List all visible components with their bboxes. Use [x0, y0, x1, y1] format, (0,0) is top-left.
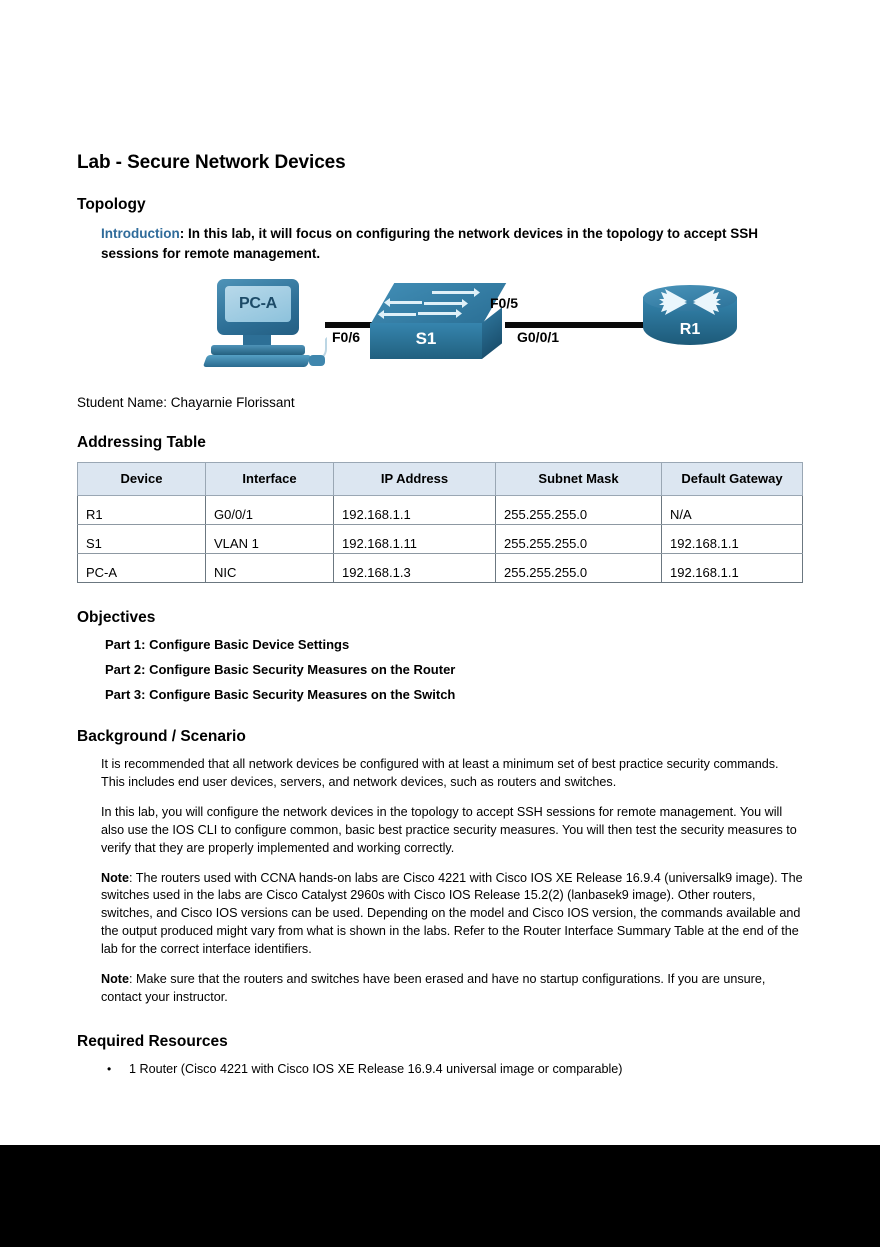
- router-icon: [643, 285, 739, 361]
- switch-label: S1: [415, 329, 437, 349]
- section-heading-background-scenario: Background / Scenario: [77, 728, 246, 746]
- cell-interface: G0/0/1: [206, 496, 334, 525]
- student-name: Student Name: Chayarnie Florissant: [77, 395, 295, 411]
- document-content: [77, 152, 803, 1085]
- note-2-label: Note: [101, 971, 129, 986]
- cell-subnet-mask: 255.255.255.0: [496, 525, 662, 554]
- column-header-subnet-mask: Subnet Mask: [496, 463, 662, 496]
- table-row: [78, 496, 803, 525]
- table-header-row: [78, 463, 803, 496]
- link-switch-to-router: [505, 322, 650, 328]
- cell-default-gateway: 192.168.1.1: [662, 554, 803, 583]
- bullet-icon: •: [107, 1061, 112, 1076]
- note-2-text: : Make sure that the routers and switches have been erased and have no startup configurations. If you are unsure, contact your instructor.: [101, 971, 766, 1004]
- table-row: [78, 554, 803, 583]
- section-heading-addressing-table: Addressing Table: [77, 434, 206, 452]
- section-heading-required-resources: Required Resources: [77, 1032, 228, 1050]
- pc-monitor: [217, 279, 299, 335]
- cell-device: PC-A: [78, 554, 206, 583]
- introduction-text: : In this lab, it will focus on configuring the network devices in the topology to accept SSH sessions for remote management.: [101, 226, 759, 261]
- cell-ip-address: 192.168.1.11: [334, 525, 496, 554]
- cell-subnet-mask: 255.255.255.0: [496, 496, 662, 525]
- note-1-label: Note: [101, 870, 129, 885]
- background-paragraph-1: It is recommended that all network devices be configured with at least a minimum set of best practice security commands. This includes end user devices, servers, and network devices, such as routers and switches.: [101, 757, 779, 789]
- background-note-1: [101, 870, 803, 959]
- pc-keyboard: [203, 355, 311, 367]
- background-note-2: [101, 971, 803, 1007]
- required-resource-text: 1 Router (Cisco 4221 with Cisco IOS XE Release 16.9.4 universal image or comparable): [129, 1061, 623, 1076]
- interface-label-g001: G0/0/1: [517, 329, 560, 346]
- cell-ip-address: 192.168.1.3: [334, 554, 496, 583]
- note-1-text: : The routers used with CCNA hands-on labs are Cisco 4221 with Cisco IOS XE Release 16.9.4 (universalk9 image). The switches used in the labs are Cisco Catalyst 2960s with Cisco IOS Release 15.2(2) (lanbasek9 image). Other routers, switches, and Cisco IOS versions can be used. Depending on the model and Cisco IOS version, the commands available and the output produced might vary from what is shown in the labs. Refer to the Router Interface Summary Table at the end of the lab for the correct interface identifiers.: [101, 870, 803, 956]
- section-heading-topology: Topology: [77, 196, 146, 213]
- cell-ip-address: 192.168.1.1: [334, 496, 496, 525]
- router-arrows-icon: [657, 285, 723, 319]
- router-label: R1: [679, 321, 701, 339]
- pc-screen: [225, 286, 291, 322]
- required-resource-item: [107, 1061, 803, 1079]
- objective-part-1: Part 1: Configure Basic Device Settings: [105, 637, 350, 653]
- section-heading-objectives: Objectives: [77, 609, 156, 627]
- column-header-interface: Interface: [206, 463, 334, 496]
- cell-default-gateway: 192.168.1.1: [662, 525, 803, 554]
- cell-interface: VLAN 1: [206, 525, 334, 554]
- pc-stand-base: [211, 345, 305, 355]
- objective-part-2: Part 2: Configure Basic Security Measures on the Router: [105, 662, 456, 678]
- pc-label: PC-A: [239, 295, 277, 313]
- column-header-device: Device: [78, 463, 206, 496]
- network-topology-diagram: [77, 277, 803, 385]
- addressing-table: [77, 462, 803, 583]
- cell-default-gateway: N/A: [662, 496, 803, 525]
- cell-interface: NIC: [206, 554, 334, 583]
- cell-device: S1: [78, 525, 206, 554]
- cell-device: R1: [78, 496, 206, 525]
- table-row: [78, 525, 803, 554]
- interface-label-f05: F0/5: [490, 295, 519, 312]
- objective-part-3: Part 3: Configure Basic Security Measures on the Switch: [105, 687, 456, 703]
- column-header-default-gateway: Default Gateway: [662, 463, 803, 496]
- objectives-list: [77, 637, 803, 702]
- introduction-paragraph: [101, 224, 773, 263]
- page-bottom-black-band: [0, 1145, 880, 1247]
- introduction-label: Introduction: [101, 226, 180, 241]
- switch-arrows-icon: [370, 283, 482, 325]
- background-paragraph-2: In this lab, you will configure the network devices in the topology to accept SSH sessions for remote management. You will also use the IOS CLI to configure common, basic best practice security measures. You will then test the security measures to verify that they are properly implemented and working correctly.: [101, 804, 797, 855]
- switch-icon: [370, 283, 502, 365]
- cell-subnet-mask: 255.255.255.0: [496, 554, 662, 583]
- page-title: Lab - Secure Network Devices: [77, 152, 346, 173]
- interface-label-f06: F0/6: [332, 329, 361, 346]
- pc-mouse: [309, 355, 325, 366]
- pc-icon: [205, 279, 327, 371]
- column-header-ip-address: IP Address: [334, 463, 496, 496]
